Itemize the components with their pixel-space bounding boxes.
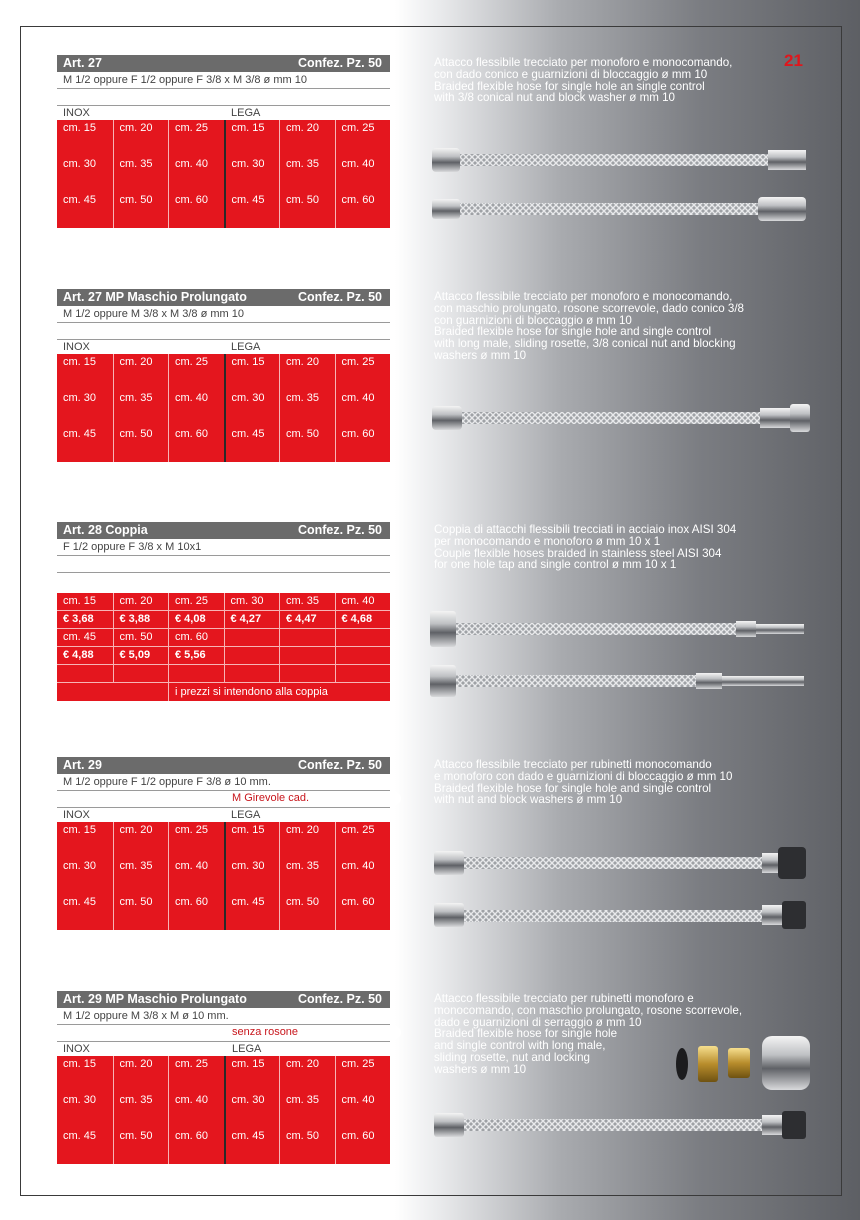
fittings-image-art-29-mp	[668, 1032, 813, 1094]
table-cell: cm. 40	[335, 156, 391, 173]
description-art-27-mp	[434, 291, 774, 362]
price-cell: € 4,27	[224, 611, 280, 629]
table-cell: cm. 20	[113, 120, 169, 137]
table-cell: cm. 40	[335, 390, 391, 407]
table-cell: cm. 40	[168, 1092, 224, 1109]
inox-label: INOX	[63, 1043, 90, 1055]
price-cell: € 4,08	[168, 611, 224, 629]
inox-label: INOX	[63, 809, 90, 821]
lega-label: LEGA	[232, 1043, 262, 1055]
table-cell: cm. 60	[168, 1128, 224, 1145]
rosette-note: senza rosone	[232, 1026, 299, 1038]
description-art-29	[434, 759, 774, 806]
description-line: con maschio prolungato, rosone scorrevole, dado conico 3/8	[434, 301, 744, 315]
note-pill	[333, 1026, 401, 1039]
description-line: washers ø mm 10	[434, 348, 527, 362]
table-cell: cm. 15	[57, 593, 113, 611]
note-row	[57, 791, 390, 808]
section-art-27	[57, 55, 390, 228]
hose-image-art-29-mp	[432, 1106, 812, 1146]
swivel-note: M Girevole cad.	[232, 792, 310, 804]
table-cell: cm. 45	[224, 192, 280, 209]
spec-line: M 1/2 oppure M 3/8 x M ø 10 mm.	[57, 1008, 390, 1025]
table-cell: cm. 45	[63, 194, 97, 206]
spec-line: M 1/2 oppure F 1/2 oppure F 3/8 ø 10 mm.	[57, 774, 390, 791]
price-footnote: i prezzi si intendono alla coppia	[168, 683, 390, 701]
pack-quantity: Confez. Pz. 50	[297, 523, 382, 537]
table-cell: cm. 15	[224, 354, 280, 371]
price-cell: € 5,09	[113, 647, 169, 665]
table-cell: cm. 40	[335, 858, 391, 875]
hose-image-art-27	[430, 145, 810, 235]
description-line: con guarnizioni di bloccaggio ø mm 10	[434, 313, 632, 327]
table-cell: cm. 50	[279, 1128, 335, 1145]
table-cell: cm. 25	[168, 593, 224, 611]
table-cell: cm. 50	[279, 894, 335, 911]
table-cell: cm. 35	[113, 1092, 169, 1109]
note-row	[57, 1025, 390, 1042]
description-line: Attacco flessibile trecciato per rubinetti monoforo e	[434, 992, 694, 1005]
price-cell	[224, 647, 280, 665]
material-labels	[57, 1042, 390, 1056]
table-cell: cm. 20	[279, 354, 335, 371]
material-labels	[57, 808, 390, 822]
table-cell: cm. 15	[63, 824, 97, 836]
table-cell	[224, 629, 280, 647]
table-cell: cm. 60	[168, 192, 224, 209]
length-table	[57, 354, 390, 462]
section-art-28	[57, 522, 390, 701]
price-table	[57, 593, 390, 701]
table-cell	[168, 665, 224, 683]
price-cell: € 5,56	[168, 647, 224, 665]
table-cell: cm. 15	[63, 122, 97, 134]
price-cell: € 4,47	[279, 611, 335, 629]
description-line: Coppia di attacchi flessibili trecciati in acciaio inox AISI 304	[434, 523, 737, 536]
section-header	[57, 522, 390, 539]
table-cell: cm. 35	[279, 390, 335, 407]
table-cell: cm. 40	[335, 593, 391, 611]
table-cell: cm. 45	[224, 894, 280, 911]
table-cell: cm. 25	[335, 822, 391, 839]
material-labels	[57, 340, 390, 354]
description-line: with long male, sliding rosette, 3/8 conical nut and blocking	[434, 337, 736, 351]
pack-quantity: Confez. Pz. 50	[297, 56, 382, 70]
table-cell: cm. 30	[224, 1092, 280, 1109]
table-cell: cm. 15	[224, 120, 280, 137]
description-line: Braided flexible hose for single hole and single control	[434, 325, 712, 339]
inox-label: INOX	[63, 341, 90, 353]
table-cell: cm. 60	[168, 894, 224, 911]
table-cell: cm. 25	[168, 354, 224, 371]
description-line: e monoforo con dado e guarnizioni di bloccaggio ø mm 10	[434, 769, 733, 783]
article-title: Art. 29	[63, 758, 102, 772]
price-cell: € 4,68	[335, 611, 391, 629]
table-cell: cm. 45	[57, 629, 113, 647]
table-cell: cm. 30	[63, 1094, 97, 1106]
description-art-28	[434, 524, 774, 571]
section-header	[57, 757, 390, 774]
price-cell: € 3,88	[113, 611, 169, 629]
table-cell: cm. 60	[335, 894, 391, 911]
table-cell: cm. 25	[168, 822, 224, 839]
table-cell	[335, 665, 391, 683]
table-cell: cm. 15	[224, 1056, 280, 1073]
description-line: for one hole tap and single control ø mm 10 x 1	[434, 558, 677, 572]
table-cell: cm. 45	[224, 1128, 280, 1145]
price-cell: € 4,88	[57, 647, 113, 665]
table-cell: cm. 30	[224, 390, 280, 407]
table-cell: cm. 60	[335, 426, 391, 443]
table-cell: cm. 30	[63, 860, 97, 872]
description-line: with nut and block washers ø mm 10	[434, 793, 623, 807]
table-cell: cm. 40	[168, 390, 224, 407]
page-number: 21	[784, 51, 803, 70]
hose-image-art-28	[430, 605, 810, 705]
table-cell: cm. 50	[279, 426, 335, 443]
hose-image-art-29	[432, 845, 812, 940]
description-line: Braided flexible hose for single hole an single control	[434, 79, 705, 93]
section-art-29	[57, 757, 390, 930]
description-line: washers ø mm 10	[434, 1062, 527, 1076]
hose-image-art-27-mp	[430, 400, 810, 440]
table-cell: cm. 35	[279, 858, 335, 875]
table-cell	[335, 629, 391, 647]
table-cell: cm. 25	[168, 1056, 224, 1073]
description-line: Attacco flessibile trecciato per monoforo e monocomando,	[434, 56, 733, 69]
blank-row	[57, 556, 390, 573]
table-cell: cm. 25	[335, 120, 391, 137]
table-cell: cm. 45	[63, 896, 97, 908]
blank-row	[57, 323, 390, 340]
description-line: and single control with long male,	[434, 1039, 606, 1053]
description-line: Attacco flessibile trecciato per monoforo e monocomando,	[434, 290, 733, 303]
description-line: Attacco flessibile trecciato per rubinetti monocomando	[434, 758, 712, 771]
table-cell: cm. 60	[335, 192, 391, 209]
table-cell: cm. 20	[279, 1056, 335, 1073]
table-cell	[279, 665, 335, 683]
table-cell: cm. 35	[279, 593, 335, 611]
table-cell	[57, 665, 113, 683]
blank-row	[57, 89, 390, 106]
table-cell: cm. 20	[279, 822, 335, 839]
table-cell: cm. 35	[279, 1092, 335, 1109]
spec-line: M 1/2 oppure M 3/8 x M 3/8 ø mm 10	[57, 306, 390, 323]
lega-label: LEGA	[231, 341, 261, 353]
section-header	[57, 289, 390, 306]
pack-quantity: Confez. Pz. 50	[297, 992, 382, 1006]
section-art-29-mp	[57, 991, 390, 1164]
article-title: Art. 27 MP Maschio Prolungato	[63, 290, 247, 304]
table-cell: cm. 15	[63, 1058, 97, 1070]
table-cell: cm. 20	[113, 822, 169, 839]
spec-line: M 1/2 oppure F 1/2 oppure F 3/8 x M 3/8 ø mm 10	[57, 72, 390, 89]
length-table	[57, 120, 390, 228]
table-cell: cm. 60	[168, 629, 224, 647]
lega-label: LEGA	[231, 809, 261, 821]
description-line: Braided flexible hose for single hole and single control	[434, 781, 712, 795]
table-cell: cm. 20	[113, 354, 169, 371]
table-cell: cm. 45	[63, 1130, 97, 1142]
pack-quantity: Confez. Pz. 50	[297, 758, 382, 772]
inox-label: INOX	[63, 107, 90, 119]
table-cell: cm. 45	[63, 428, 97, 440]
description-line: con dado conico e guarnizioni di bloccaggio ø mm 10	[434, 67, 708, 81]
table-cell: cm. 35	[113, 858, 169, 875]
description-line: with 3/8 conical nut and block washer ø mm 10	[434, 91, 676, 105]
table-cell: cm. 40	[335, 1092, 391, 1109]
lega-label: LEGA	[231, 107, 261, 119]
table-cell: cm. 40	[168, 858, 224, 875]
table-cell: cm. 20	[113, 1056, 169, 1073]
length-table	[57, 822, 390, 930]
price-cell	[279, 647, 335, 665]
table-cell: cm. 60	[168, 426, 224, 443]
table-cell: cm. 50	[113, 629, 169, 647]
table-cell: cm. 25	[335, 1056, 391, 1073]
table-cell: cm. 50	[279, 192, 335, 209]
table-cell: cm. 20	[279, 120, 335, 137]
spec-line: F 1/2 oppure F 3/8 x M 10x1	[57, 539, 390, 556]
table-cell: cm. 45	[224, 426, 280, 443]
table-cell: cm. 60	[335, 1128, 391, 1145]
material-labels	[57, 106, 390, 120]
table-cell: cm. 35	[113, 390, 169, 407]
table-cell: cm. 50	[113, 426, 169, 443]
table-cell: cm. 30	[63, 392, 97, 404]
description-line: monocomando, con maschio prolungato, rosone scorrevole,	[434, 1003, 743, 1017]
section-header	[57, 55, 390, 72]
description-line: per monocomando e monoforo ø mm 10 x 1	[434, 534, 661, 548]
article-title: Art. 28 Coppia	[63, 523, 148, 537]
section-art-27-mp	[57, 289, 390, 462]
table-cell: cm. 25	[335, 354, 391, 371]
description-line: Couple flexible hoses braided in stainless steel AISI 304	[434, 546, 722, 560]
note-pill	[333, 792, 401, 805]
article-title: Art. 29 MP Maschio Prolungato	[63, 992, 247, 1006]
table-cell: cm. 40	[168, 156, 224, 173]
table-cell: cm. 35	[113, 156, 169, 173]
table-cell: cm. 30	[224, 156, 280, 173]
table-cell	[113, 665, 169, 683]
table-cell: cm. 50	[113, 894, 169, 911]
section-header	[57, 991, 390, 1008]
table-cell	[224, 665, 280, 683]
table-cell: cm. 50	[113, 192, 169, 209]
price-cell: € 3,68	[57, 611, 113, 629]
table-cell: cm. 35	[279, 156, 335, 173]
price-cell	[335, 647, 391, 665]
table-cell: cm. 25	[168, 120, 224, 137]
description-line: Braided flexible hose for single hole	[434, 1027, 618, 1041]
table-cell: cm. 30	[63, 158, 97, 170]
pack-quantity: Confez. Pz. 50	[297, 290, 382, 304]
table-cell	[279, 629, 335, 647]
length-table	[57, 1056, 390, 1164]
description-line: sliding rosette, nut and locking	[434, 1050, 590, 1064]
table-cell: cm. 30	[224, 593, 280, 611]
table-cell: cm. 15	[63, 356, 97, 368]
table-cell: cm. 15	[224, 822, 280, 839]
description-art-27	[434, 57, 774, 104]
table-cell: cm. 30	[224, 858, 280, 875]
article-title: Art. 27	[63, 56, 102, 70]
table-cell: cm. 50	[113, 1128, 169, 1145]
table-cell: cm. 20	[113, 593, 169, 611]
description-line: dado e guarnizioni di serraggio ø mm 10	[434, 1015, 642, 1029]
